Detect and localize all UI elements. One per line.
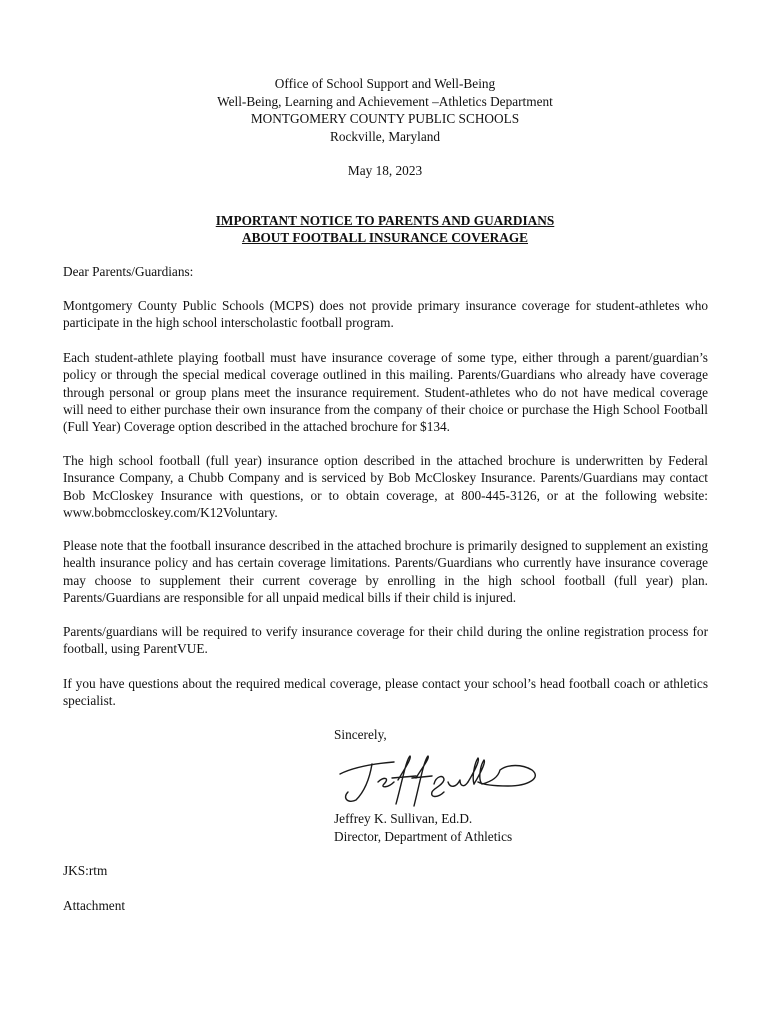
letterhead-department: Well-Being, Learning and Achievement –Athletics Department	[217, 93, 553, 109]
paragraph-verification: Parents/guardians will be required to verify insurance coverage for their child during the online registration process for football, using ParentVUE.	[63, 624, 708, 657]
paragraph-primary-coverage: Montgomery County Public Schools (MCPS) does not provide primary insurance coverage for student-athletes who participate in the high school interscholastic football program.	[63, 298, 708, 331]
signer-title: Director, Department of Athletics	[334, 828, 513, 844]
handwritten-signature	[332, 752, 547, 810]
valediction: Sincerely,	[334, 727, 387, 742]
notice-title-line2: ABOUT FOOTBALL INSURANCE COVERAGE	[241, 230, 529, 245]
letter-date: May 18, 2023	[347, 163, 423, 178]
attachment-note: Attachment	[63, 898, 126, 913]
letterhead-district: MONTGOMERY COUNTY PUBLIC SCHOOLS	[250, 111, 520, 126]
letterhead-office: Office of School Support and Well-Being	[274, 76, 496, 91]
notice-title	[0, 212, 770, 246]
reference-initials: JKS:rtm	[63, 863, 108, 878]
salutation: Dear Parents/Guardians:	[63, 264, 194, 279]
paragraph-insurance-provider: The high school football (full year) insurance option described in the attached brochure is underwritten by Federal Insurance Company, a Chubb Company and is serviced by Bob McCloskey Insurance. Parents/Guardians may contact Bob McCloskey Insurance with questions, or to obtain coverage, at 800-445-3126, or at the following website: www.bobmccloskey.com/K12Voluntary.	[63, 453, 708, 520]
letterhead-location: Rockville, Maryland	[329, 128, 441, 144]
signer-name: Jeffrey K. Sullivan, Ed.D.	[334, 811, 473, 826]
paragraph-coverage-limitations: Please note that the football insurance described in the attached brochure is primarily designed to supplement an existing health insurance policy and has certain coverage limitations. Parents/Guardians who currently have insurance coverage may choose to supplement their current coverage by enrolling in the high school football (full year) plan. Parents/Guardians are responsible for all unpaid medical bills if their child is injured.	[63, 538, 708, 605]
signer-block	[334, 810, 512, 845]
paragraph-questions: If you have questions about the required medical coverage, please contact your school’s head football coach or athletics specialist.	[63, 676, 708, 709]
paragraph-insurance-requirement: Each student-athlete playing football must have insurance coverage of some type, either through a parent/guardian’s policy or through the special medical coverage outlined in this mailing. Parents/Guardians who already have coverage through personal or group plans meet the insurance requirement. Student-athletes who do not have medical coverage will need to either purchase their own insurance from the company of their choice or purchase the High School Football (Full Year) Coverage option described in the attached brochure for $134.	[63, 350, 708, 435]
letterhead	[0, 75, 770, 145]
notice-title-line1: IMPORTANT NOTICE TO PARENTS AND GUARDIANS	[215, 213, 555, 228]
